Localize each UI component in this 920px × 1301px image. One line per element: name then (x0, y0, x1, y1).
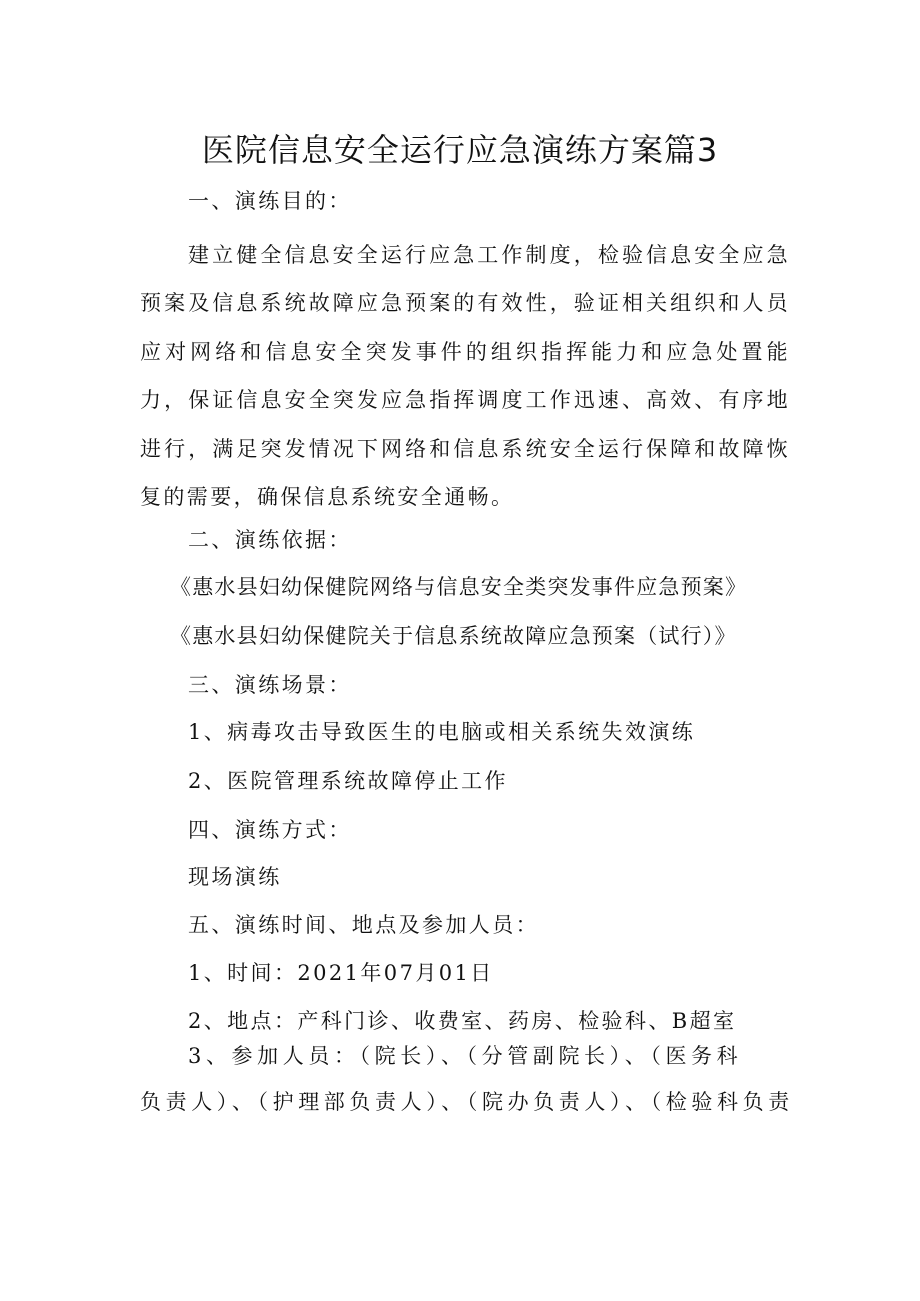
section-3-item-1: 1、病毒攻击导致医生的电脑或相关系统失效演练 (188, 720, 696, 744)
document-title: 医院信息安全运行应急演练方案篇3 (201, 131, 719, 169)
section-5-people-line-2: 负责人）、（护理部负责人）、（院办负责人）、（检验科负责 (140, 1090, 794, 1114)
section-2-item-1: 《惠水县妇幼保健院网络与信息安全类突发事件应急预案》 (170, 575, 748, 599)
section-3-heading: 三、演练场景： (188, 673, 352, 697)
section-5-time: 1、时间：2021年07月01日 (188, 961, 494, 985)
section-5-heading: 五、演练时间、地点及参加人员： (188, 913, 539, 937)
section-4-body: 现场演练 (188, 865, 282, 889)
section-1-heading: 一、演练目的： (188, 189, 352, 213)
section-5-people-line-1: 3、参加人员：（院长）、（分管副院长）、（医务科 (188, 1044, 743, 1068)
section-5-place: 2、地点：产科门诊、收费室、药房、检验科、B超室 (188, 1009, 737, 1033)
section-3-item-2: 2、医院管理系统故障停止工作 (188, 769, 508, 793)
section-2-heading: 二、演练依据： (188, 528, 352, 552)
section-1-body: 建立健全信息安全运行应急工作制度，检验信息安全应急预案及信息系统故障应急预案的有效性，验证相关组织和人员应对网络和信息安全突发事件的组织指挥能力和应急处置能力，保证信息安全突发应急指挥调度工作迅速、高效、有序地进行，满足突发情况下网络和信息系统安全运行保障和故障恢复的需要，确保信息系统安全通畅。 (140, 243, 790, 510)
section-4-heading: 四、演练方式： (188, 818, 352, 842)
section-2-item-2: 《惠水县妇幼保健院关于信息系统故障应急预案（试行）》 (170, 624, 737, 648)
